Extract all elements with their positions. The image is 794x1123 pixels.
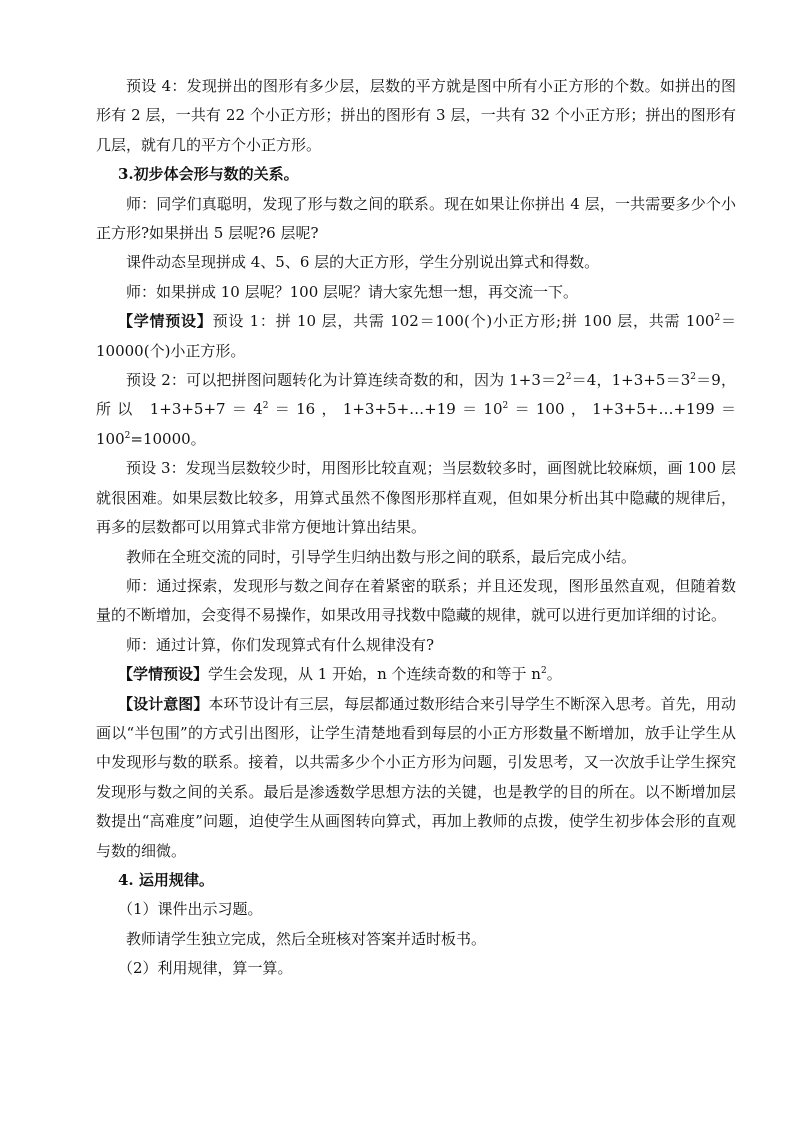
- paragraph-exercise-1: （1）课件出示习题。: [118, 900, 263, 919]
- paragraph-courseware: 课件动态呈现拼成 4、5、6 层的大正方形，学生分别说出算式和得数。: [126, 253, 600, 272]
- paragraph-preset-4: 预设 4：发现拼出的图形有多少层，层数的平方就是图中所有小正方形的个数。如拼出的图形有 2 层，一共有 22 个小正方形；拼出的图形有 3 层，一共有 32 个小正方形；拼出的图形有几层，就有几的平方个小正方形。: [96, 77, 736, 154]
- section-heading-3: 3.初步体会形与数的关系。: [118, 165, 299, 184]
- tag-student-preset: 【学情预设】: [118, 665, 209, 684]
- paragraph-independent-work: 教师请学生独立完成，然后全班核对答案并适时板书。: [126, 929, 487, 948]
- paragraph-exercise-2: （2）利用规律，算一算。: [118, 959, 293, 978]
- tag-student-preset: 【学情预设】: [118, 312, 213, 331]
- paragraph-teacher-summary: 师：通过探索，发现形与数之间存在着紧密的联系；并且还发现，图形虽然直观，但随着数量的不断增加，会变得不易操作，如果改用寻找数中隐藏的规律，就可以进行更加详细的讨论。: [96, 576, 736, 625]
- paragraph-student-preset-n2: 【学情预设】学生会发现，从 1 开始，n 个连续奇数的和等于 $n^2$。: [118, 665, 562, 684]
- paragraph-preset-3: 预设 3：发现当层数较少时，用图形比较直观；当层数较多时，画图就比较麻烦，画 100 层就很困难。如果层数比较多，用算式虽然不像图形那样直观，但如果分析出其中隐藏的规律后，再多的层数都可以用算式非常方便地计算出结果。: [96, 459, 736, 537]
- text-column: [96, 72, 736, 984]
- paragraph-preset-1: 【学情预设】预设 1：拼 10 层，共需 102＝100(个)小正方形;拼 100 层，共需 $100^2=10000$(个)小正方形。: [96, 312, 736, 360]
- paragraph-teacher-pattern: 师：通过计算，你们发现算式有什么规律没有?: [126, 635, 435, 654]
- paragraph-design-intent: 【设计意图】本环节设计有三层，每层都通过数形结合来引导学生不断深入思考。首先，用动画以“半包围”的方式引出图形，让学生清楚地看到每层的小正方形数量不断增加，放手让学生从中发现形与数的联系。接着，以共需多少个小正方形为问题，引发思考，又一次放手让学生探究发现形与数之间的关系。最后是渗透数学思想方法的关键，也是教学的目的所在。以不断增加层数提出“高难度”问题，迫使学生从画图转向算式，再加上教师的点拨，使学生初步体会形的直观与数的细微。: [96, 694, 736, 860]
- paragraph-teacher-question: 师：同学们真聪明，发现了形与数之间的联系。现在如果让你拼出 4 层，一共需要多少个小正方形?如果拼出 5 层呢?6 层呢?: [96, 194, 736, 243]
- tag-design-intent: 【设计意图】: [118, 694, 209, 713]
- section-heading-4: 4. 运用规律。: [118, 870, 214, 889]
- paragraph-teacher-10-layers: 师：如果拼成 10 层呢？100 层呢？请大家先想一想，再交流一下。: [126, 282, 579, 301]
- paragraph-teacher-guide: 教师在全班交流的同时，引导学生归纳出数与形之间的联系，最后完成小结。: [126, 547, 637, 566]
- paragraph-preset-2: 预设 2：可以把拼图问题转化为计算连续奇数的和，因为 $1+3=2^2=4$，$1+3+5=3^2=9$，所以 $1+3+5+7=4^2=16$，$1+3+5+\dots+19=10^2=100$，$1+3+5+\dots+199=100^2=10000$。: [96, 371, 737, 448]
